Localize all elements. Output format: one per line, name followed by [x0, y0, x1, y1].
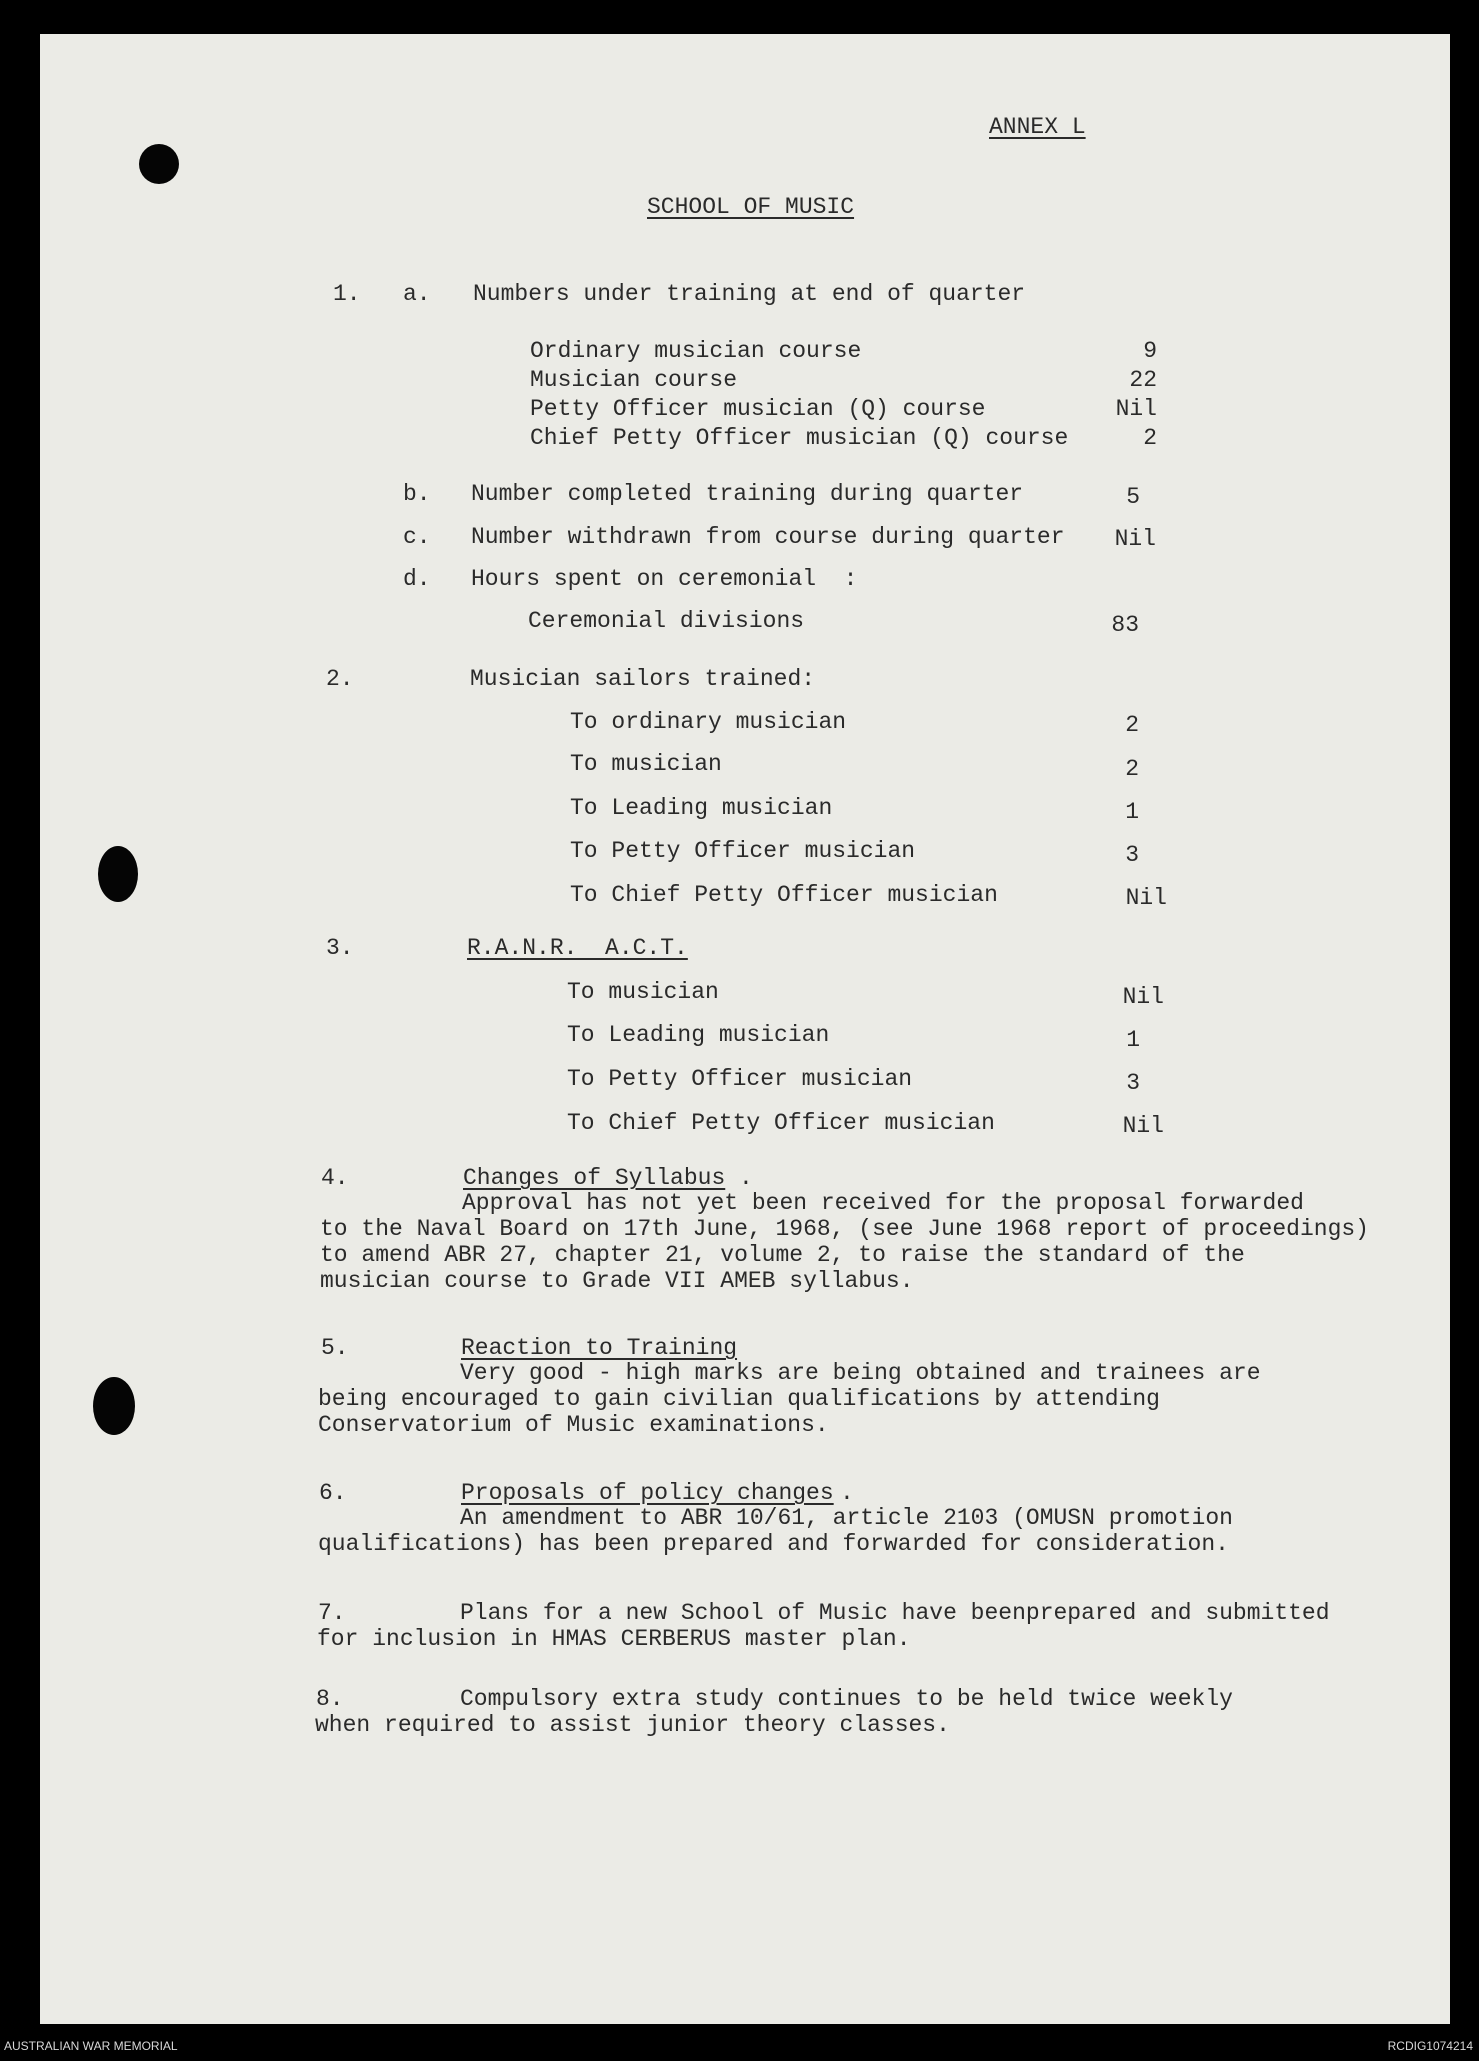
trained-value: 2	[1125, 756, 1139, 782]
section-5-number: 5.	[321, 1335, 349, 1361]
section-1-number: 1.	[333, 281, 361, 307]
course-value: Nil	[1115, 396, 1157, 422]
section-4-heading-period: .	[739, 1165, 753, 1191]
trained-label: To musician	[570, 751, 722, 777]
section-6-heading: Proposals of policy changes	[461, 1480, 834, 1506]
course-label: Musician course	[530, 367, 738, 393]
course-label: Ordinary musician course	[530, 338, 862, 364]
section-2-heading: Musician sailors trained:	[470, 666, 816, 692]
section-1d-value: 83	[1111, 612, 1139, 638]
punch-hole	[98, 846, 138, 902]
trained-label: To Leading musician	[570, 795, 833, 821]
course-value: 9	[1143, 338, 1157, 364]
section-1b-value: 5	[1126, 484, 1140, 510]
section-6-heading-period: .	[840, 1480, 854, 1506]
ranr-label: To Petty Officer musician	[567, 1066, 913, 1092]
section-1d-sub-label: Ceremonial divisions	[528, 608, 805, 634]
section-5-heading: Reaction to Training	[461, 1335, 738, 1361]
section-2-number: 2.	[326, 666, 354, 692]
section-1d-label: Hours spent on ceremonial :	[471, 566, 858, 592]
punch-hole	[93, 1377, 135, 1435]
ranr-value: 3	[1126, 1070, 1140, 1096]
page-title: SCHOOL OF MUSIC	[647, 194, 855, 220]
course-label: Petty Officer musician (Q) course	[530, 396, 986, 422]
trained-value: 1	[1125, 799, 1139, 825]
course-label: Chief Petty Officer musician (Q) course	[530, 425, 1069, 451]
section-3-heading: R.A.N.R. A.C.T.	[467, 935, 688, 961]
footer-source: AUSTRALIAN WAR MEMORIAL	[4, 2039, 178, 2053]
section-1b-label: Number completed training during quarter	[471, 481, 1024, 507]
section-1c-value: Nil	[1114, 526, 1156, 552]
section-1a-heading: Numbers under training at end of quarter	[473, 281, 1026, 307]
ranr-value: Nil	[1122, 984, 1164, 1010]
ranr-label: To Chief Petty Officer musician	[567, 1110, 995, 1136]
section-1c-letter: c.	[403, 524, 431, 550]
trained-value: 2	[1125, 712, 1139, 738]
section-1b-letter: b.	[403, 481, 431, 507]
section-5-text: Very good - high marks are being obtained and trainees are being encouraged to gain civilian qualifications by attending Conservatorium of Music examinations.	[318, 1360, 1261, 1438]
section-1d-letter: d.	[403, 566, 431, 592]
section-7-text: Plans for a new School of Music have beenprepared and submitted for inclusion in HMAS CERBERUS master plan.	[317, 1600, 1330, 1652]
section-6-number: 6.	[319, 1480, 347, 1506]
punch-hole	[139, 144, 179, 184]
section-4-number: 4.	[321, 1165, 349, 1191]
course-value: 2	[1143, 425, 1157, 451]
trained-label: To ordinary musician	[570, 709, 847, 735]
ranr-label: To musician	[567, 979, 719, 1005]
section-1c-label: Number withdrawn from course during quarter	[471, 524, 1065, 550]
section-8-text: Compulsory extra study continues to be held twice weekly when required to assist junior theory classes.	[315, 1686, 1233, 1738]
trained-label: To Petty Officer musician	[570, 838, 916, 864]
section-1a-letter: a.	[403, 281, 431, 307]
course-value: 22	[1129, 367, 1157, 393]
section-7-number: 7.	[318, 1600, 346, 1626]
footer-id: RCDIG1074214	[1387, 2039, 1473, 2053]
ranr-label: To Leading musician	[567, 1022, 830, 1048]
ranr-value: 1	[1126, 1027, 1140, 1053]
section-6-text: An amendment to ABR 10/61, article 2103 (OMUSN promotion qualifications) has been prepared and forwarded for consideration.	[318, 1505, 1233, 1557]
section-3-number: 3.	[326, 935, 354, 961]
section-8-number: 8.	[316, 1686, 344, 1712]
section-4-heading: Changes of Syllabus	[463, 1165, 726, 1191]
ranr-value: Nil	[1122, 1113, 1164, 1139]
section-4-text: Approval has not yet been received for the proposal forwarded to the Naval Board on 17th June, 1968, (see June 1968 report of proceedings) to amend ABR 27, chapter 21, volume 2, to raise the standard of the musician course to Grade VII AMEB syllabus.	[320, 1190, 1369, 1294]
trained-label: To Chief Petty Officer musician	[570, 882, 998, 908]
trained-value: Nil	[1125, 885, 1167, 911]
annex-label: ANNEX L	[989, 114, 1086, 140]
trained-value: 3	[1125, 842, 1139, 868]
